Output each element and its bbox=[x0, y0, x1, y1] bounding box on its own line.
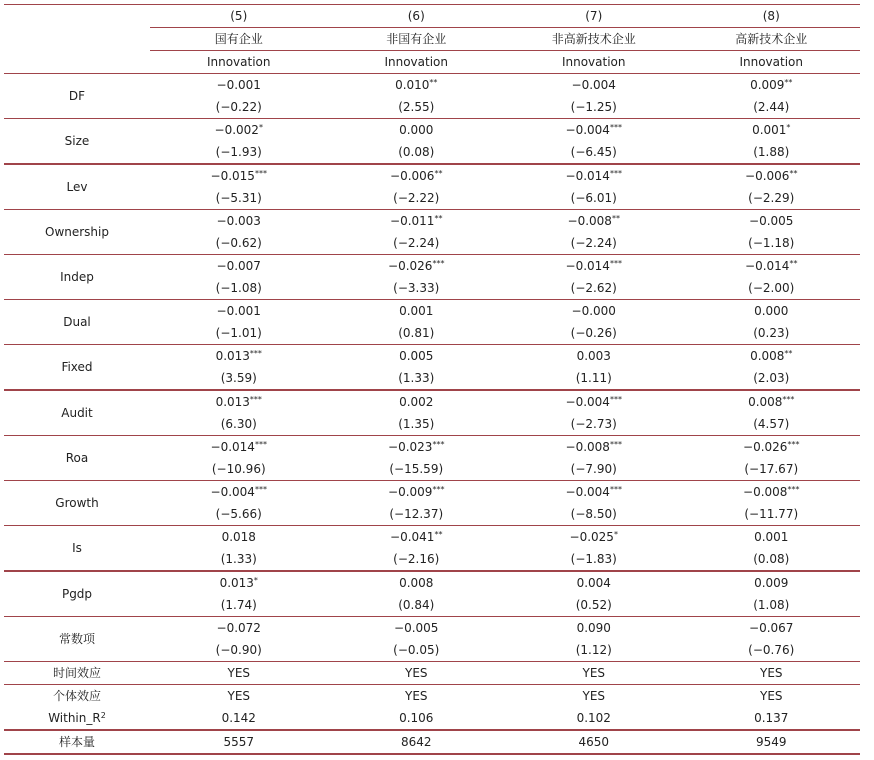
coef-value bbox=[395, 74, 437, 96]
coef-number: 0.009 bbox=[750, 78, 785, 92]
t-stat: (2.55) bbox=[398, 100, 435, 114]
header-dep-var bbox=[4, 50, 860, 73]
coef-value bbox=[390, 165, 442, 187]
t-stat: (4.57) bbox=[753, 417, 790, 431]
significance-stars: * bbox=[253, 576, 258, 585]
coef-number: −0.008 bbox=[567, 214, 612, 228]
coef-number: 0.009 bbox=[754, 576, 789, 590]
coef-value bbox=[211, 436, 267, 458]
coef-value bbox=[217, 617, 261, 639]
coef-value bbox=[754, 526, 788, 548]
coef-value bbox=[745, 255, 797, 277]
cell-value: 8642 bbox=[400, 735, 432, 749]
t-stat: (−10.96) bbox=[211, 462, 266, 476]
coef-value bbox=[749, 210, 793, 232]
t-stat: (−1.01) bbox=[215, 326, 262, 340]
cell-value: 0.102 bbox=[576, 711, 611, 725]
t-stat: (−7.90) bbox=[570, 462, 617, 476]
significance-stars: *** bbox=[609, 440, 622, 449]
t-stat: (1.11) bbox=[575, 371, 612, 385]
coef-number: 0.010 bbox=[395, 78, 430, 92]
coef-number: 0.013 bbox=[219, 576, 254, 590]
coef-value bbox=[390, 526, 442, 548]
cell-value: 0.106 bbox=[399, 711, 434, 725]
coef-value bbox=[577, 572, 611, 594]
t-stat: (−2.24) bbox=[570, 236, 617, 250]
coef-number: −0.041 bbox=[390, 530, 435, 544]
coef-value bbox=[743, 436, 799, 458]
coef-value bbox=[211, 481, 267, 503]
coef-value bbox=[388, 255, 444, 277]
cell-value: YES bbox=[759, 666, 783, 680]
t-stat: (−2.24) bbox=[393, 236, 440, 250]
coef-number: 0.090 bbox=[576, 621, 611, 635]
coef-value bbox=[749, 617, 793, 639]
t-stat: (−2.22) bbox=[393, 191, 440, 205]
coef-number: −0.000 bbox=[571, 304, 616, 318]
t-stat: (0.08) bbox=[398, 145, 435, 159]
coef-value bbox=[577, 345, 611, 367]
coef-number: 0.018 bbox=[221, 530, 256, 544]
table-row bbox=[4, 616, 860, 661]
significance-stars: ** bbox=[784, 349, 793, 358]
row-label: Is bbox=[72, 541, 82, 555]
row-label: 样本量 bbox=[58, 735, 95, 749]
table-row bbox=[4, 299, 860, 344]
t-stat: (−0.90) bbox=[215, 643, 262, 657]
t-stat: (1.88) bbox=[753, 145, 790, 159]
coef-number: −0.014 bbox=[565, 259, 610, 273]
significance-stars: *** bbox=[609, 485, 622, 494]
t-stat: (0.81) bbox=[398, 326, 435, 340]
t-stat: (−2.73) bbox=[570, 417, 617, 431]
coef-number: 0.003 bbox=[576, 349, 611, 363]
significance-stars: ** bbox=[434, 214, 443, 223]
significance-stars: *** bbox=[609, 259, 622, 268]
t-stat: (1.33) bbox=[398, 371, 435, 385]
coef-number: −0.015 bbox=[210, 169, 255, 183]
cell-value: YES bbox=[582, 689, 606, 703]
significance-stars: *** bbox=[609, 395, 622, 404]
significance-stars: *** bbox=[609, 123, 622, 132]
cell-value: 5557 bbox=[223, 735, 255, 749]
t-stat: (−15.59) bbox=[389, 462, 444, 476]
t-stat: (1.35) bbox=[398, 417, 435, 431]
coef-number: −0.008 bbox=[743, 485, 788, 499]
cell-value: YES bbox=[227, 666, 251, 680]
header-col-groups bbox=[4, 27, 860, 50]
row-label: 常数项 bbox=[58, 632, 95, 646]
coef-value bbox=[566, 436, 622, 458]
significance-stars: * bbox=[613, 530, 618, 539]
cell-value: 0.137 bbox=[754, 711, 789, 725]
t-stat: (−2.16) bbox=[393, 552, 440, 566]
coef-number: −0.004 bbox=[565, 485, 610, 499]
coef-number: −0.004 bbox=[565, 123, 610, 137]
regression-table bbox=[4, 4, 860, 755]
t-stat: (0.08) bbox=[753, 552, 790, 566]
coef-number: −0.072 bbox=[216, 621, 261, 635]
significance-stars: *** bbox=[432, 259, 445, 268]
t-stat: (−1.18) bbox=[748, 236, 795, 250]
coef-number: −0.005 bbox=[394, 621, 439, 635]
t-stat: (2.03) bbox=[753, 371, 790, 385]
row-label: Ownership bbox=[45, 225, 109, 239]
coef-value bbox=[566, 481, 622, 503]
coef-value bbox=[566, 391, 622, 413]
coef-number: 0.013 bbox=[215, 395, 250, 409]
coef-number: −0.004 bbox=[571, 78, 616, 92]
coef-value bbox=[743, 481, 799, 503]
coef-number: −0.008 bbox=[565, 440, 610, 454]
coef-number: 0.008 bbox=[748, 395, 783, 409]
t-stat: (−5.66) bbox=[215, 507, 262, 521]
col-number: (6) bbox=[407, 9, 425, 23]
cell-value: YES bbox=[759, 689, 783, 703]
coef-value bbox=[572, 300, 616, 322]
coef-value bbox=[566, 165, 622, 187]
coef-value bbox=[399, 572, 433, 594]
t-stat: (2.44) bbox=[753, 100, 790, 114]
coef-number: 0.008 bbox=[399, 576, 434, 590]
coef-value bbox=[572, 74, 616, 96]
row-label: Audit bbox=[61, 406, 93, 420]
coef-number: 0.000 bbox=[399, 123, 434, 137]
coef-value bbox=[394, 617, 438, 639]
t-stat: (−17.67) bbox=[744, 462, 799, 476]
cell-value: 0.142 bbox=[221, 711, 256, 725]
coef-value bbox=[750, 74, 792, 96]
col-group: 非高新技术企业 bbox=[551, 32, 636, 46]
coef-number: 0.001 bbox=[399, 304, 434, 318]
coef-value bbox=[217, 210, 261, 232]
coef-value bbox=[390, 210, 442, 232]
col-group: 非国有企业 bbox=[386, 32, 447, 46]
row-label: 时间效应 bbox=[52, 666, 101, 680]
coef-number: 0.001 bbox=[754, 530, 789, 544]
coef-value bbox=[222, 526, 256, 548]
row-label: $Within\_R^2$ bbox=[48, 711, 106, 725]
t-stat: (0.52) bbox=[575, 598, 612, 612]
significance-stars: ** bbox=[784, 78, 793, 87]
coef-value bbox=[568, 210, 620, 232]
t-stat: (−8.50) bbox=[570, 507, 617, 521]
coef-number: −0.002 bbox=[214, 123, 259, 137]
t-stat: (−1.83) bbox=[570, 552, 617, 566]
coef-number: −0.014 bbox=[565, 169, 610, 183]
coef-value bbox=[399, 345, 433, 367]
table-row bbox=[4, 344, 860, 389]
coef-number: −0.023 bbox=[388, 440, 433, 454]
significance-stars: ** bbox=[789, 169, 798, 178]
coef-value bbox=[754, 572, 788, 594]
coef-number: −0.003 bbox=[216, 214, 261, 228]
coef-value bbox=[216, 391, 262, 413]
coef-value bbox=[388, 436, 444, 458]
coef-value bbox=[211, 165, 267, 187]
coef-number: 0.005 bbox=[399, 349, 434, 363]
coef-value bbox=[577, 617, 611, 639]
coef-number: 0.001 bbox=[752, 123, 787, 137]
coef-value bbox=[399, 119, 433, 141]
coef-number: −0.025 bbox=[569, 530, 614, 544]
coef-number: 0.004 bbox=[576, 576, 611, 590]
coef-number: −0.026 bbox=[388, 259, 433, 273]
significance-stars: *** bbox=[254, 169, 267, 178]
row-label: Lev bbox=[66, 180, 88, 194]
t-stat: (−3.33) bbox=[393, 281, 440, 295]
significance-stars: ** bbox=[429, 78, 438, 87]
row-label: 个体效应 bbox=[52, 689, 101, 703]
coef-number: −0.014 bbox=[745, 259, 790, 273]
table-row bbox=[4, 570, 860, 616]
significance-stars: *** bbox=[249, 395, 262, 404]
row-label: Dual bbox=[63, 315, 91, 329]
coef-number: −0.006 bbox=[390, 169, 435, 183]
t-stat: (−1.93) bbox=[215, 145, 262, 159]
table-row bbox=[4, 118, 860, 163]
table-row bbox=[4, 480, 860, 525]
table-row bbox=[4, 73, 860, 118]
coef-number: 0.000 bbox=[754, 304, 789, 318]
significance-stars: *** bbox=[254, 440, 267, 449]
row-label: Growth bbox=[55, 496, 99, 510]
significance-stars: *** bbox=[432, 485, 445, 494]
significance-stars: ** bbox=[434, 530, 443, 539]
t-stat: (−2.00) bbox=[748, 281, 795, 295]
significance-stars: *** bbox=[432, 440, 445, 449]
coef-number: 0.013 bbox=[215, 349, 250, 363]
t-stat: (−0.62) bbox=[215, 236, 262, 250]
col-group: 高新技术企业 bbox=[735, 32, 808, 46]
cell-value: 4650 bbox=[578, 735, 610, 749]
row-label: Fixed bbox=[61, 360, 93, 374]
coef-value bbox=[752, 119, 790, 141]
cell-value: YES bbox=[404, 666, 428, 680]
table-row bbox=[4, 209, 860, 254]
t-stat: (1.74) bbox=[220, 598, 257, 612]
dep-var: Innovation bbox=[739, 55, 804, 69]
cell-value: YES bbox=[582, 666, 606, 680]
coef-number: −0.006 bbox=[745, 169, 790, 183]
t-stat: (−2.29) bbox=[748, 191, 795, 205]
coef-value bbox=[745, 165, 797, 187]
significance-stars: *** bbox=[787, 485, 800, 494]
significance-stars: *** bbox=[787, 440, 800, 449]
table-row bbox=[4, 435, 860, 480]
dep-var: Innovation bbox=[206, 55, 271, 69]
coef-value bbox=[220, 572, 258, 594]
t-stat: (−0.26) bbox=[570, 326, 617, 340]
coef-number: −0.014 bbox=[210, 440, 255, 454]
coef-value bbox=[750, 345, 792, 367]
coef-number: −0.067 bbox=[749, 621, 794, 635]
col-number: (7) bbox=[585, 9, 603, 23]
coef-number: 0.002 bbox=[399, 395, 434, 409]
table-row bbox=[4, 389, 860, 435]
coef-value bbox=[215, 119, 263, 141]
coef-number: 0.008 bbox=[750, 349, 785, 363]
significance-stars: *** bbox=[249, 349, 262, 358]
cell-value: YES bbox=[404, 689, 428, 703]
time-effect-row bbox=[4, 661, 860, 684]
significance-stars: ** bbox=[789, 259, 798, 268]
t-stat: (−12.37) bbox=[389, 507, 444, 521]
t-stat: (−2.62) bbox=[570, 281, 617, 295]
t-stat: (−11.77) bbox=[744, 507, 799, 521]
t-stat: (−5.31) bbox=[215, 191, 262, 205]
t-stat: (−0.05) bbox=[393, 643, 440, 657]
col-number: (8) bbox=[762, 9, 780, 23]
t-stat: (0.23) bbox=[753, 326, 790, 340]
t-stat: (−6.01) bbox=[570, 191, 617, 205]
coef-value bbox=[754, 300, 788, 322]
sample-size-row bbox=[4, 729, 860, 755]
cell-value: 9549 bbox=[755, 735, 787, 749]
row-label: DF bbox=[68, 89, 86, 103]
coef-number: −0.007 bbox=[216, 259, 261, 273]
coef-value bbox=[566, 255, 622, 277]
header-col-numbers bbox=[4, 4, 860, 27]
significance-stars: *** bbox=[609, 169, 622, 178]
coef-number: −0.005 bbox=[749, 214, 794, 228]
significance-stars: *** bbox=[254, 485, 267, 494]
dep-var: Innovation bbox=[384, 55, 449, 69]
coef-number: −0.004 bbox=[565, 395, 610, 409]
coef-number: −0.004 bbox=[210, 485, 255, 499]
t-stat: (−6.45) bbox=[570, 145, 617, 159]
coef-value bbox=[399, 300, 433, 322]
coef-value bbox=[566, 119, 622, 141]
coef-value bbox=[748, 391, 794, 413]
coef-value bbox=[217, 74, 261, 96]
t-stat: (0.84) bbox=[398, 598, 435, 612]
t-stat: (3.59) bbox=[220, 371, 257, 385]
significance-stars: ** bbox=[434, 169, 443, 178]
t-stat: (−1.25) bbox=[570, 100, 617, 114]
coef-value bbox=[399, 391, 433, 413]
coef-number: −0.001 bbox=[216, 304, 261, 318]
t-stat: (1.33) bbox=[220, 552, 257, 566]
row-label: Roa bbox=[65, 451, 89, 465]
coef-number: −0.026 bbox=[743, 440, 788, 454]
dep-var: Innovation bbox=[561, 55, 626, 69]
t-stat: (−0.76) bbox=[748, 643, 795, 657]
t-stat: (1.12) bbox=[575, 643, 612, 657]
significance-stars: ** bbox=[611, 214, 620, 223]
coef-value bbox=[216, 345, 262, 367]
coef-value bbox=[217, 255, 261, 277]
col-number: (5) bbox=[230, 9, 248, 23]
indiv-effect-row bbox=[4, 684, 860, 729]
t-stat: (6.30) bbox=[220, 417, 257, 431]
t-stat: (−0.22) bbox=[215, 100, 262, 114]
significance-stars: *** bbox=[782, 395, 795, 404]
coef-value bbox=[217, 300, 261, 322]
table-row bbox=[4, 254, 860, 299]
coef-value bbox=[570, 526, 618, 548]
cell-value: YES bbox=[227, 689, 251, 703]
col-group: 国有企业 bbox=[214, 32, 263, 46]
table-row bbox=[4, 525, 860, 570]
row-label: Size bbox=[64, 134, 90, 148]
t-stat: (−1.08) bbox=[215, 281, 262, 295]
coef-number: −0.001 bbox=[216, 78, 261, 92]
coef-value bbox=[388, 481, 444, 503]
significance-stars: * bbox=[258, 123, 263, 132]
row-label: Pgdp bbox=[61, 587, 93, 601]
coef-number: −0.009 bbox=[388, 485, 433, 499]
table-row bbox=[4, 163, 860, 209]
significance-stars: * bbox=[786, 123, 791, 132]
row-label: Indep bbox=[60, 270, 94, 284]
coef-number: −0.011 bbox=[390, 214, 435, 228]
t-stat: (1.08) bbox=[753, 598, 790, 612]
